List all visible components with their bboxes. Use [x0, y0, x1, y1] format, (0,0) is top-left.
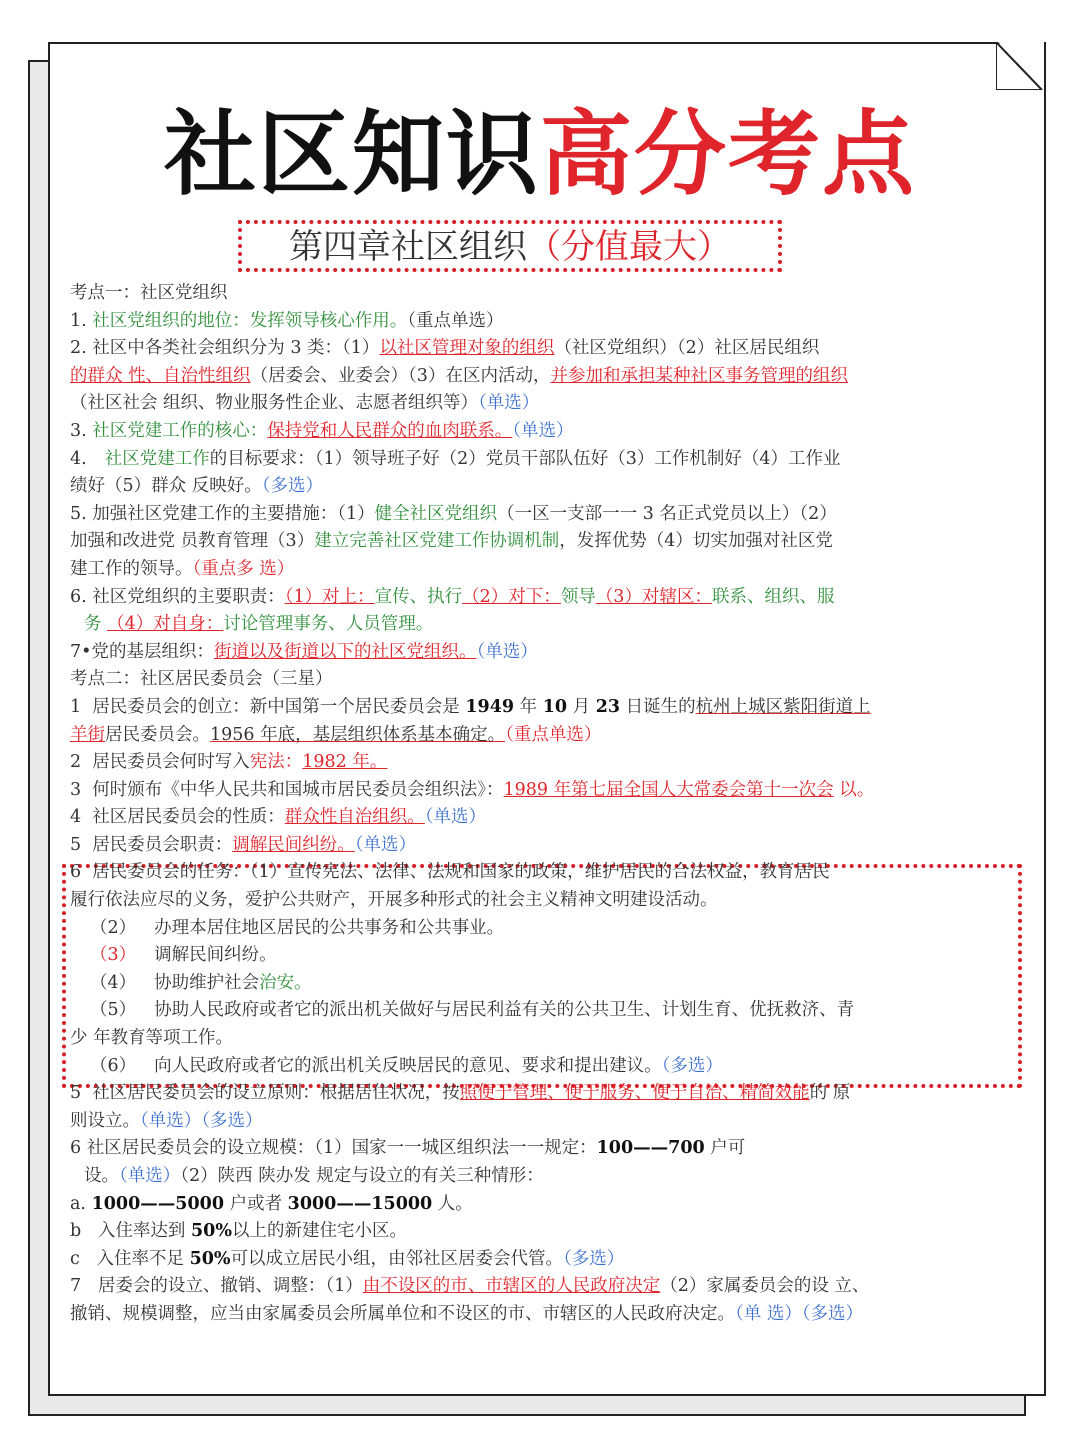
highlight: 以社区管理对象的组织 [379, 338, 555, 359]
text: 以上的新建住宅小区。 [231, 1221, 407, 1242]
text: 可以成立居民小组，由邻社区居委会代管。 [230, 1248, 564, 1269]
text: （居委会、业委会）（3）在区内活动， [250, 365, 551, 386]
text: 协助维护社会 [154, 972, 260, 993]
num: 6. [70, 586, 87, 607]
highlight: 由不设区的市、市辖区的人民政府决定 [362, 1276, 661, 1297]
num-value: 50% [190, 1221, 232, 1242]
item-5 [70, 501, 980, 584]
text: 年 [514, 696, 543, 717]
text: 设。 [84, 1166, 119, 1186]
text: 向人民政府或者它的派出机关反映居民的意见、要求和提出建议。 [154, 1055, 662, 1076]
num-value: 100——700 [596, 1138, 705, 1159]
highlight: 1956 年底，基层组织体系基本确定。 [210, 724, 506, 745]
text: 党的基层组织： [91, 641, 214, 662]
text: 社区居民委员会的设立原则：根据居住状况，按 [92, 1083, 460, 1104]
highlight: 调解民间纠纷。 [232, 834, 355, 855]
text: 社区居民委员会的性质： [92, 807, 285, 828]
text: 入住率不足 [96, 1248, 190, 1269]
tag: （单选） [512, 420, 574, 441]
highlight: 保持党和人民群众的血肉联系。 [267, 420, 513, 441]
text: 宣传、执行 [374, 586, 463, 607]
text: 社区党组织的地位：发挥领导核心作用。 [92, 310, 408, 331]
num: 3 [70, 779, 82, 800]
highlight: 1989 年第七届全国人大常委会第十一次会 [503, 779, 834, 800]
highlight: 1982 年。 [302, 752, 388, 773]
highlight: （1）对上： [284, 586, 375, 607]
num-value: 3000——15000 [287, 1193, 433, 1214]
tag: （单选） [424, 807, 487, 828]
highlight: 群众性自治组织。 [284, 807, 425, 828]
item-2 [70, 335, 980, 418]
text: 月 [567, 696, 596, 717]
rc-item-6 [70, 859, 980, 1080]
num: （5） [90, 1000, 137, 1021]
rc-item-7 [70, 1273, 980, 1328]
num: 3. [70, 420, 87, 441]
num: （2） [90, 917, 137, 938]
tag: （单选） [354, 834, 417, 855]
rc-item-1 [70, 694, 980, 749]
highlight: 羊街 [70, 724, 105, 745]
text: 履行依法应尽的义务，爱护公共财产，开展多种形式的社会主义精神文明建设活动。 [70, 890, 718, 911]
text: 户或者 [224, 1193, 288, 1214]
text: 居委会的设立、撤销、调整：（1） [97, 1276, 363, 1297]
rc-item-3 [70, 777, 980, 805]
text: 调解民间纠纷。 [154, 945, 277, 966]
num: 7• [70, 641, 92, 662]
tag: （单选） [478, 393, 540, 414]
section-heading-2 [70, 666, 980, 694]
tag: （单选） [119, 1166, 181, 1186]
highlight: （4）对自身： [107, 614, 224, 635]
item-4 [70, 446, 980, 501]
num-value: 1949 [465, 696, 515, 717]
text: 居民委员会。 [105, 724, 210, 745]
text: 讨论管理事务、人员管理。 [223, 614, 434, 635]
text: 日诞生的 [620, 696, 696, 717]
title-red: 高分考点 [540, 101, 917, 208]
text: 撤销、规模调整，应当由家属委员会所属单位和不设区的市、市辖区的人民政府决定。 [70, 1303, 735, 1324]
num: 5 [70, 1083, 82, 1104]
rc-item-2 [70, 749, 980, 777]
tag: （重点多 选） [192, 558, 295, 579]
text: 的目标要求：（1）领导班子好（2）党员干部队伍好（3）工作机制好（4）工作业 [209, 448, 841, 469]
text: 何时颁布《中华人民共和国城市居民委员会组织法》： [92, 779, 504, 800]
num: 6 [70, 862, 82, 883]
heading-text: 考点二：社区居民委员会（三星） [70, 669, 333, 690]
highlight: （3）对辖区： [595, 586, 712, 607]
text: 社区党组织的主要职责： [92, 586, 285, 607]
text: （2）家属委员会的设 立、 [660, 1276, 870, 1297]
num-value: 50% [189, 1248, 231, 1269]
text: （社区党组织）（2）社区居民组织 [554, 338, 820, 359]
text: 居民委员会何时写入 [92, 752, 250, 773]
text: 联系、组织、服 [711, 586, 835, 607]
num: 7 [70, 1276, 82, 1297]
text: 则设立。 [70, 1110, 140, 1131]
text: 协助人民政府或者它的派出机关做好与居民利益有关的公共卫生、计划生育、优抚救济、青 [154, 1000, 855, 1021]
text: 健全社区党组织 [374, 503, 498, 524]
num-value: 10 [542, 696, 568, 717]
num-value: 23 [595, 696, 621, 717]
num: 2. [70, 338, 87, 359]
text: 社区中各类社会组织分为 3 类：（1） [92, 338, 380, 359]
num: c [70, 1248, 80, 1269]
item-6 [70, 584, 980, 639]
tag: （重点单选） [407, 310, 504, 331]
num: b [70, 1221, 82, 1242]
num: 4 [70, 807, 82, 828]
tag: （多选） [563, 1248, 625, 1269]
text: 务 [84, 614, 102, 635]
section-heading-1 [70, 280, 980, 308]
page-title [0, 100, 1080, 210]
text: 居民委员会的任务：（1）宣传宪法、法律、法规和国家的政策，维护居民的合法权益，教育居民 [92, 862, 830, 883]
document-body [70, 280, 980, 1329]
text: （2）陕西 陕办发 规定与设立的有关三种情形： [180, 1166, 544, 1186]
text: 社区党建工作 [104, 448, 210, 469]
tag: （重点单选） [505, 724, 602, 745]
tag: （单 选）（多选） [735, 1303, 864, 1324]
num: 1 [70, 696, 82, 717]
text: 加强社区党建工作的主要措施：（1） [92, 503, 375, 524]
text: 少 年教育等项工作。 [70, 1028, 234, 1049]
heading-text: 考点一：社区党组织 [70, 283, 228, 303]
rc-item-6b [70, 1135, 980, 1190]
rc-item-4 [70, 804, 980, 832]
rc-item-5 [70, 832, 980, 860]
page-fold-corner [996, 42, 1044, 90]
text: 户可 [704, 1138, 746, 1159]
text: 人。 [432, 1193, 473, 1214]
text: 居民委员会职责： [92, 834, 233, 855]
text: 绩好（5）群众 反映好。 [70, 476, 262, 497]
text: （一区一支部一一 3 名正式党员以上）（2） [497, 503, 837, 524]
num: a. [70, 1193, 86, 1214]
title-black: 社区知识 [163, 101, 540, 208]
text: （社区社会 组织、物业服务性企业、志愿者组织等） [70, 393, 479, 414]
highlight: 并参加和承担某种社区事务管理的组织 [550, 365, 848, 386]
item-7 [70, 639, 980, 667]
text: 居民委员会的创立：新中国第一个居民委员会是 [92, 696, 466, 717]
text: 加强和改进党 员教育管理（3） [70, 531, 315, 552]
highlight: 杭州上城区紫阳街道上 [695, 696, 871, 717]
chapter-box [238, 220, 782, 272]
num: （6） [90, 1055, 137, 1076]
num: 5. [70, 503, 87, 524]
chapter-title [289, 227, 731, 267]
rc-item-5b [70, 1080, 980, 1135]
text: 治安。 [259, 972, 312, 993]
num: 6 [70, 1138, 82, 1159]
tag: （多选） [261, 476, 323, 497]
text: 的 原 [809, 1083, 851, 1104]
item-1 [70, 308, 980, 336]
text: 建立完善社区党建工作协调机制 [314, 531, 560, 552]
rc-sub-a [70, 1191, 980, 1219]
text: 社区居民委员会的设立规模：（1）国家一一城区组织法一一规定： [86, 1138, 597, 1159]
text: 社区党建工作的核心： [92, 420, 268, 441]
chapter-main: 第四章社区组织 [289, 227, 527, 267]
text: 以。 [833, 779, 875, 800]
num-value: 1000——5000 [91, 1193, 224, 1214]
text: 宪法： [249, 752, 303, 773]
tag: （单选） [476, 641, 538, 662]
highlight: （2）对下： [462, 586, 561, 607]
num: （4） [90, 972, 137, 993]
rc-sub-c [70, 1246, 980, 1274]
num: 1. [70, 310, 87, 331]
num: 5 [70, 834, 82, 855]
highlight: 照便于管理、便于服务、便于自治、精简效能 [459, 1083, 810, 1104]
text: 入住率达到 [97, 1221, 191, 1242]
highlight: 的群众 性、自治性组织 [70, 365, 251, 386]
rc-sub-b [70, 1218, 980, 1246]
num: 2 [70, 752, 82, 773]
text: 办理本居住地区居民的公共事务和公共事业。 [154, 917, 505, 938]
highlight: 街道以及街道以下的社区党组织。 [213, 641, 477, 662]
tag: （多选） [661, 1055, 723, 1076]
tag: （单选）（多选） [140, 1110, 263, 1131]
chapter-note: （分值最大） [527, 227, 731, 267]
text: ，发挥优势（4）切实加强对社区党 [559, 531, 833, 552]
text: 领导 [560, 586, 596, 607]
num: （3） [90, 945, 137, 966]
text: 建工作的领导。 [70, 558, 193, 579]
num: 4. [70, 448, 87, 469]
item-3 [70, 418, 980, 446]
